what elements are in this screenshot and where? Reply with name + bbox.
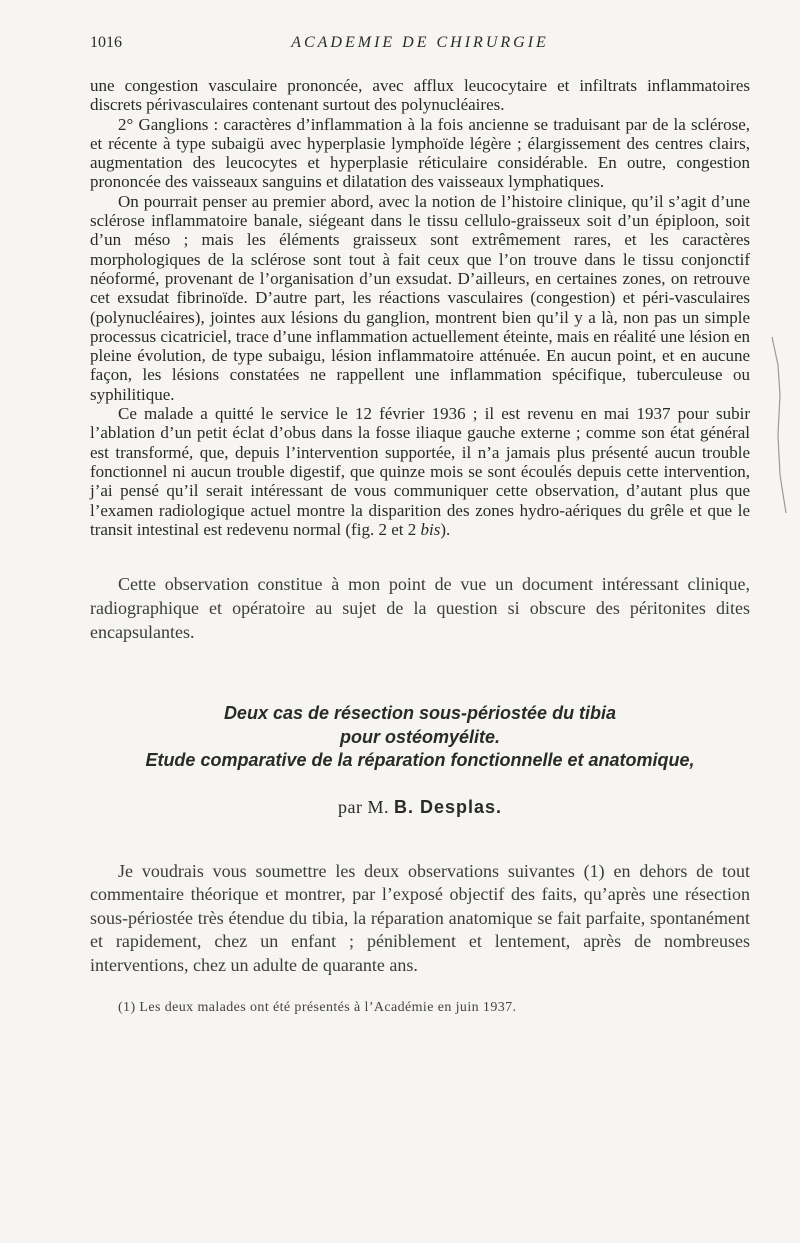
- paragraph-discussion: On pourrait penser au premier abord, avec la notion de l’histoire clinique, qu’il s’agit d’une sclérose inflammatoire banale, siégeant dans le tissu cellulo-graisseux soit d’un épiploon, soit d’un méso ; mais les éléments graisseux sont extrêmement rares, et les caractères morphologiques de la sclérose sont tout à fait ceux que l’on trouve dans le tissu conjonctif néoformé, provenant de l’organisation d’un exsudat. D’ailleurs, en certaines zones, on retrouve cet exsudat fibrinoïde. D’autre part, les réactions vasculaires (congestion) et péri-vasculaires (polynucléaires), jointes aux lésions du ganglion, montrent bien qu’il y a là, non pas un simple processus cicatriciel, trace d’une inflammation actuellement éteinte, mais en réalité une lésion en pleine évolution, de type subaigu, lésion inflammatoire atténuée. En aucun point, et en aucune façon, les lésions constatées ne rappellent une inflammation spécifique, tuberculeuse ou syphilitique.: [90, 191, 750, 404]
- paragraph-continued: une congestion vasculaire prononcée, avec afflux leucocytaire et infiltrats inflammatoires discrets périvasculaires contenant surtout des polynucléaires.: [90, 76, 750, 115]
- paragraph-ganglions: 2° Ganglions : caractères d’inflammation à la fois ancienne se traduisant par de la sclérose, et récente à type subaigü avec hyperplasie lymphoïde légère ; élargissement des centres clairs, augmentation des leucocytes et hyperplasie réticulaire considérable. En outre, congestion prononcée des vaisseaux sanguins et dilatation des vaisseaux lymphatiques.: [90, 114, 750, 192]
- running-head: ACADEMIE DE CHIRURGIE: [291, 34, 549, 51]
- article-title: [90, 702, 750, 773]
- paragraph-follow-up: [90, 404, 750, 539]
- author-name: B. Desplas.: [393, 796, 503, 817]
- paragraph-conclusion: Cette observation constitue à mon point de vue un document intéressant clinique, radiographique et opératoire au sujet de la question si obscure des péritonites dites encapsulantes.: [90, 574, 750, 643]
- document-page: [90, 34, 750, 1031]
- margin-pencil-mark: [770, 335, 788, 515]
- follow-up-italic: bis: [420, 519, 441, 539]
- footnote: (1) Les deux malades ont été présentés à l’Académie en juin 1937.: [118, 1000, 517, 1016]
- title-line-3: Etude comparative de la réparation fonctionnelle et anatomique,: [145, 750, 695, 771]
- follow-up-text: Ce malade a quitté le service le 12 février 1936 ; il est revenu en mai 1937 pour subir l’ablation d’un petit éclat d’obus dans la fosse iliaque gauche externe ; comme son état général est transformé, que, depuis l’intervention supportée, il n’a jamais plus présenté aucun trouble fonctionnel ni aucun trouble digestif, que quinze mois se sont écoulés depuis cette intervention, j’ai pensé qu’il serait intéressant de vous communiquer cette observation, d’autant plus que l’examen radiologique actuel montre la disparition des zones hydro-aériques du grêle et que le transit intestinal est redevenu normal (fig. 2 et 2: [90, 404, 750, 539]
- page-number: 1016: [90, 34, 122, 51]
- paragraph-intro: Je voudrais vous soumettre les deux observations suivantes (1) en dehors de tout commentaire théorique et montrer, par l’exposé objectif des faits, qu’après une résection sous-périostée très étendue du tibia, la réparation anatomique se fait parfaite, spontanément et rapidement, chez un enfant ; péniblement et lentement, après de nombreuses interventions, chez un adulte de quarante ans.: [90, 860, 750, 975]
- page-header: [90, 34, 750, 64]
- author-line: [90, 797, 750, 818]
- title-line-1: Deux cas de résection sous-périostée du tibia: [223, 703, 617, 724]
- author-prefix: par M.: [337, 796, 389, 817]
- follow-up-end: ).: [440, 519, 451, 539]
- title-line-2: pour ostéomyélite.: [339, 726, 501, 747]
